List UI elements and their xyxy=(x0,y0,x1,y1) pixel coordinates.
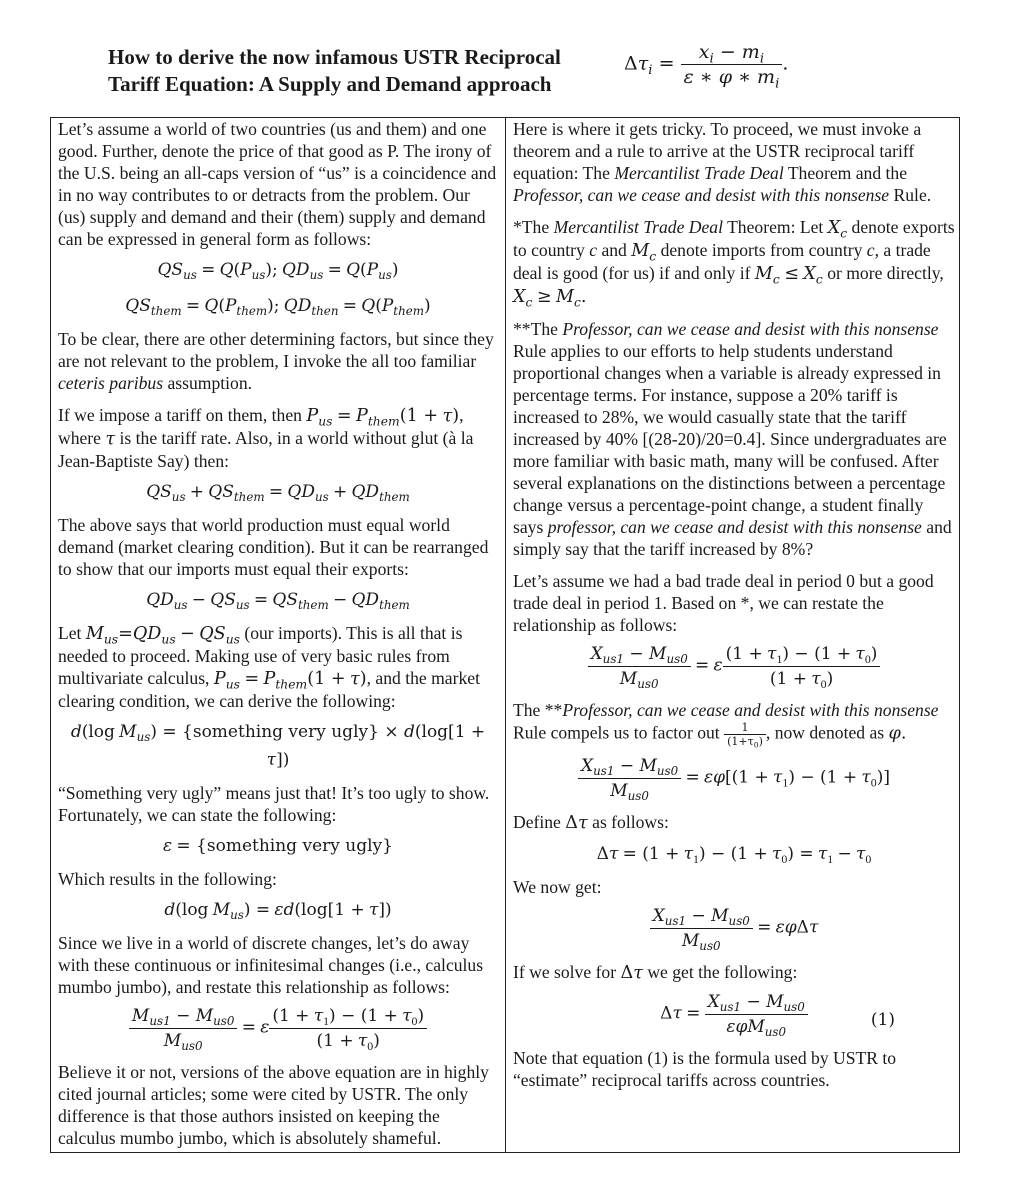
right-paragraph-3: **The Professor, can we cease and desist with this nonsense Rule applies to our efforts to help students understand proportional changes when a variable is already expressed in percentage terms. For instance, suppose a 20% tariff is increased to 28%, we would casually state that the tariff increased by 40% [(28-20)/20=0.4]. Since undergraduates are more familiar with basic math, many will be confused. After several explanations on the distinctions between a percentage change versus a percentage-point change, a student finally says professor, can we cease and desist with this nonsense and simply say that the tariff increased by 8%? xyxy=(513,319,952,559)
equation-factored: $\frac{X_{us1} - M_{us0}}{M_{us0}}$ = $\varepsilon\varphi[(1 + \tau_1) - (1 + \tau_0)]$ xyxy=(513,754,955,803)
equation-log-derivative: d(log $M_{us}$) = {something very ugly} × d(log[1 + τ]) xyxy=(70,722,486,770)
left-paragraph-9: Believe it or not, versions of the above equation are in highly cited journal articles; some were cited by USTR. The only difference is that those authors insisted on keeping the calculus mumbo jumbo, which is absolutely shameful. xyxy=(58,1062,489,1148)
equation-elasticity: d(log $M_{us}) = \varepsilon d(\log[1 + \tau])$ xyxy=(164,900,392,923)
column-divider xyxy=(505,118,506,1152)
equation-we-get: $\frac{X_{us1} - M_{us0}}{M_{us0}}$ = εφΔτ xyxy=(513,904,955,953)
left-column xyxy=(58,118,498,1159)
equation-1: Δτ = $\frac{X_{us1} - M_{us0}}{\varepsilon\varphi M_{us0}}$ (1) xyxy=(660,992,895,1040)
equation-delta-tau: $\Delta\tau = (1 + \tau_1) - (1 + \tau_0) = \tau_1 - \tau_0$ xyxy=(596,844,872,867)
header-equation: $\Delta\tau_i$ = $\frac{x_i - m_i}{\varepsilon ∗ \varphi ∗ m_i}$ . xyxy=(624,41,789,92)
right-column xyxy=(513,118,955,1101)
left-paragraph-1: Let’s assume a world of two countries (us and them) and one good. Further, denote the price of that good as P. The irony of the U.S. being an all-caps version of “us” is a coincidence and in no way contributes to or detracts from the problem. Our (us) supply and demand and their (them) supply and demand can be expressed in general form as follows: xyxy=(58,119,497,249)
page-title: How to derive the now infamous USTR Reciprocal Tariff Equation: A Supply and Demand approach xyxy=(108,45,561,96)
right-paragraph-8: If we solve for Δτ we get the following: xyxy=(513,962,798,983)
right-paragraph-2: *The Mercantilist Trade Deal Theorem: Let $X_c$ denote exports to country c and $M_c$ denote imports from country c, a trade deal is good (for us) if and only if $M_c \le X_c$ or more directly, $X_c \ge M_c$. xyxy=(513,217,955,310)
left-paragraph-7: Which results in the following: xyxy=(58,869,277,889)
equation-discrete: $\frac{M_{us1} - M_{us0}}{M_{us0}}$ = ε $\frac{(1 + \tau_1) - (1 + \tau_0)}{(1 + \tau_0)}$ xyxy=(58,1004,498,1053)
equation-number: (1) xyxy=(870,1010,895,1030)
left-paragraph-5: Let $M_{us}=QD_{us} - QS_{us}$ (our imports). This is all that is needed to proceed. Making use of very basic rules from multivariate calculus, $P_{us} = P_{them}(1 + \tau)$, and the market clearing condition, we can derive the following: xyxy=(58,623,480,711)
right-paragraph-7: We now get: xyxy=(513,877,602,897)
left-paragraph-3: If we impose a tariff on them, then $P_{us} = P_{them}(1 + \tau)$, where τ is the tariff rate. Also, in a world without glut (à la Jean-Baptiste Say) then: xyxy=(58,405,474,471)
equation-restated: $\frac{X_{us1} - M_{us0}}{M_{us0}}$ = ε $\frac{(1 + \tau_1) - (1 + \tau_0)}{(1 + \tau_0)}$ xyxy=(513,642,955,691)
left-paragraph-6: “Something very ugly” means just that! It’s too ugly to show. Fortunately, we can state the following: xyxy=(58,783,490,825)
equation-market-clearing: $QS_{us} + QS_{them} = QD_{us} + QD_{them}$ xyxy=(146,482,410,505)
right-paragraph-6: Define Δτ as follows: xyxy=(513,812,669,833)
left-paragraph-2: To be clear, there are other determining factors, but since they are not relevant to the problem, I invoke the all too familiar ceteris paribus assumption. xyxy=(58,329,494,393)
right-paragraph-4: Let’s assume we had a bad trade deal in period 0 but a good trade deal in period 1. Based on *, we can restate the relationship as follows: xyxy=(513,571,934,635)
equation-epsilon: ε = {something very ugly} xyxy=(163,836,393,856)
equation-imports-exports: $QD_{us} - QS_{us} = QS_{them} - QD_{them}$ xyxy=(146,590,410,613)
right-paragraph-9: Note that equation (1) is the formula used by USTR to “estimate” reciprocal tariffs across countries. xyxy=(513,1048,897,1090)
left-paragraph-4: The above says that world production must equal world demand (market clearing condition). But it can be rearranged to show that our imports must equal their exports: xyxy=(58,515,489,579)
right-paragraph-1: Here is where it gets tricky. To proceed, we must invoke a theorem and a rule to arrive at the USTR reciprocal tariff equation: The Mercantilist Trade Deal Theorem and the Professor, can we cease and desist with this nonsense Rule. xyxy=(513,119,932,205)
content-frame xyxy=(50,117,960,1153)
header xyxy=(108,40,968,100)
left-paragraph-8: Since we live in a world of discrete changes, let’s do away with these continuous or infinitesimal changes (i.e., calculus mumbo jumbo), and restate this relationship as follows: xyxy=(58,933,484,997)
equation-us-supply-demand: $QS_{us} = Q(P_{us})$; $QD_{us} = Q(P_{us})$ xyxy=(157,260,399,283)
right-paragraph-5: The **Professor, can we cease and desist with this nonsense Rule compels us to factor out $\frac{1}{(1+\tau_0)}$ , now denoted as φ. xyxy=(513,700,939,750)
equation-them-supply-demand: $QS_{them} = Q(P_{them})$; $QD_{then} = Q(P_{them})$ xyxy=(125,296,431,319)
